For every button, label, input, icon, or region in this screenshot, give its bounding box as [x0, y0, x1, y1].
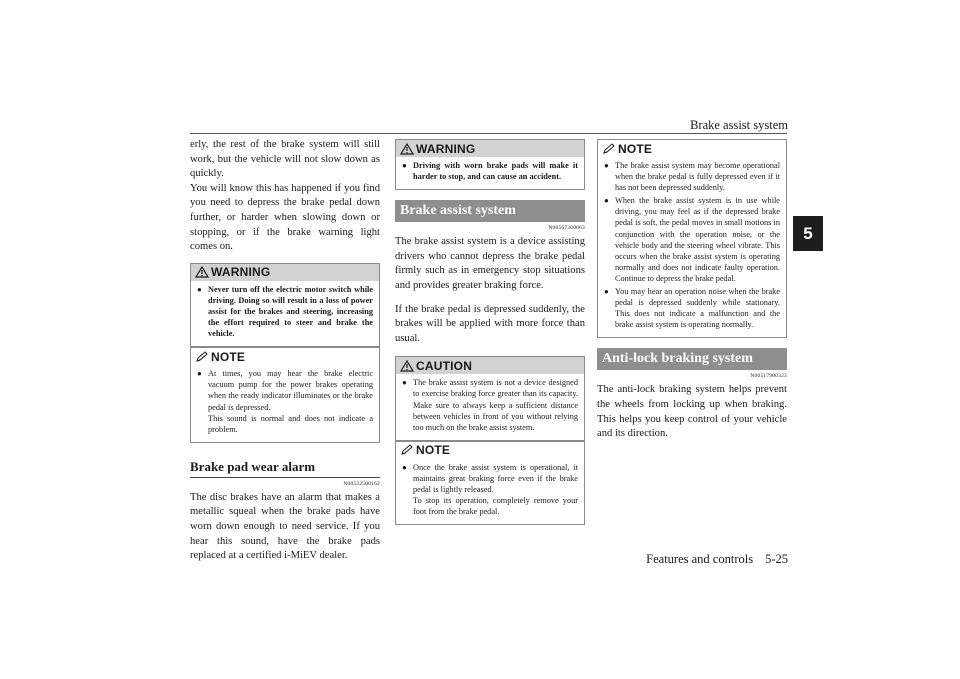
body-paragraph: If the brake pedal is depressed suddenly, the brakes will be applied with more force than usual. — [395, 303, 585, 344]
note-bullet: ● When the brake assist system is in use while driving, you may feel as if the depressed brake pedal is soft, the pedal moves in small motions in conjunction with the operation noise, or the vehicle body and the steering wheel vibrate. This occurs when the brake assist system is operating normally and does not indicate faulty operation. Continue to depress the brake pedal. — [604, 195, 780, 284]
note-label: NOTE — [211, 349, 246, 364]
caution-header — [396, 357, 584, 374]
section-heading-bar: Anti-lock braking system — [597, 348, 787, 370]
page-footer — [646, 552, 788, 567]
note-bullet-text: ● Once the brake assist system is operational, it maintains great braking force even if the brake pedal is lightly released. — [413, 462, 578, 494]
note-bullet-text: ● At times, you may hear the brake electric vacuum pump for the power brakes operating when the ready indicator illuminates or the brake pedal is depressed. — [208, 369, 373, 412]
column-middle — [395, 138, 585, 525]
note-pencil-icon — [195, 351, 209, 363]
note-pencil-icon — [400, 444, 414, 456]
body-paragraph: erly, the rest of the brake system will still work, but the vehicle will not slow down as quickly. — [190, 139, 380, 180]
note-bullet — [197, 368, 373, 435]
body-paragraph: The anti-lock braking system helps prevent the wheels from locking up when braking. This helps you keep control of your vehicle and its direction. — [597, 384, 787, 440]
section-heading-bar: Brake assist system — [395, 200, 585, 222]
reference-code: N00567300063 — [548, 225, 585, 232]
note-bullet — [402, 462, 578, 517]
note-pencil-icon — [602, 143, 616, 155]
note-header — [191, 347, 379, 365]
chapter-label: Features and controls — [646, 552, 754, 566]
warning-label: WARNING — [211, 265, 271, 280]
reference-code: N00517900323 — [750, 373, 787, 380]
caution-triangle-icon — [400, 360, 414, 372]
section-heading: Brake pad wear alarm — [190, 459, 380, 478]
note-bullet-text: This sound is normal and does not indicate a problem. — [208, 413, 373, 434]
warning-header — [396, 140, 584, 157]
body-paragraph: The disc brakes have an alarm that makes a metallic squeal when the brake pads have worn down enough to need service. If you hear this sound, have the brake pads replaced at a certified i-MiEV dealer. — [190, 491, 380, 562]
page-number: 5-25 — [765, 552, 788, 566]
note-box — [190, 347, 380, 443]
warning-triangle-icon — [400, 143, 414, 155]
note-bullet: ● You may hear an operation noise when the brake pedal is depressed suddenly while stationary. This does not indicate a malfunction and the brake assist system is operating normally. — [604, 286, 780, 330]
column-right — [597, 138, 787, 442]
warning-header — [191, 264, 379, 281]
warning-bullet: ● Never turn off the electric motor switch while driving. Doing so will result in a loss of power assist for the brakes and steering, increasing the effort required to steer and brake the vehicle. — [197, 284, 373, 339]
note-bullet-text: To stop its operation, completely remove your foot from the brake pedal. — [413, 496, 578, 517]
note-header — [598, 140, 786, 157]
warning-label: WARNING — [416, 141, 476, 156]
warning-bullet: ● Driving with worn brake pads will make it harder to stop, and can cause an accident. — [402, 160, 578, 182]
note-bullet: ● The brake assist system may become operational when the brake pedal is fully depressed even if it has not been depressed suddenly. — [604, 160, 780, 193]
warning-triangle-icon — [195, 266, 209, 278]
note-box — [395, 441, 585, 525]
chapter-tab: 5 — [793, 216, 823, 251]
header-rule — [190, 133, 787, 134]
warning-box — [395, 139, 585, 190]
body-paragraph: The brake assist system is a device assisting drivers who cannot depress the brake pedal firmly such as in emergency stop situations and provides greater braking force. — [395, 236, 585, 291]
caution-box — [395, 356, 585, 440]
warning-box — [190, 263, 380, 347]
reference-code: N00532500162 — [343, 480, 380, 487]
body-paragraph: You will know this has happened if you find you need to depress the brake pedal down further, or harder when slowing down or stopping, or if the brake warning light comes on. — [190, 182, 380, 253]
caution-bullet: ● The brake assist system is not a device designed to exercise braking force greater than its capacity. Make sure to always keep a sufficient distance between vehicles in front of you without relying too much on the brake assist system. — [402, 377, 578, 432]
caution-label: CAUTION — [416, 358, 473, 373]
page-section-title: Brake assist system — [690, 118, 788, 132]
note-box — [597, 139, 787, 338]
column-left — [190, 138, 380, 564]
note-label: NOTE — [416, 443, 451, 458]
note-label: NOTE — [618, 141, 653, 156]
note-header — [396, 441, 584, 459]
